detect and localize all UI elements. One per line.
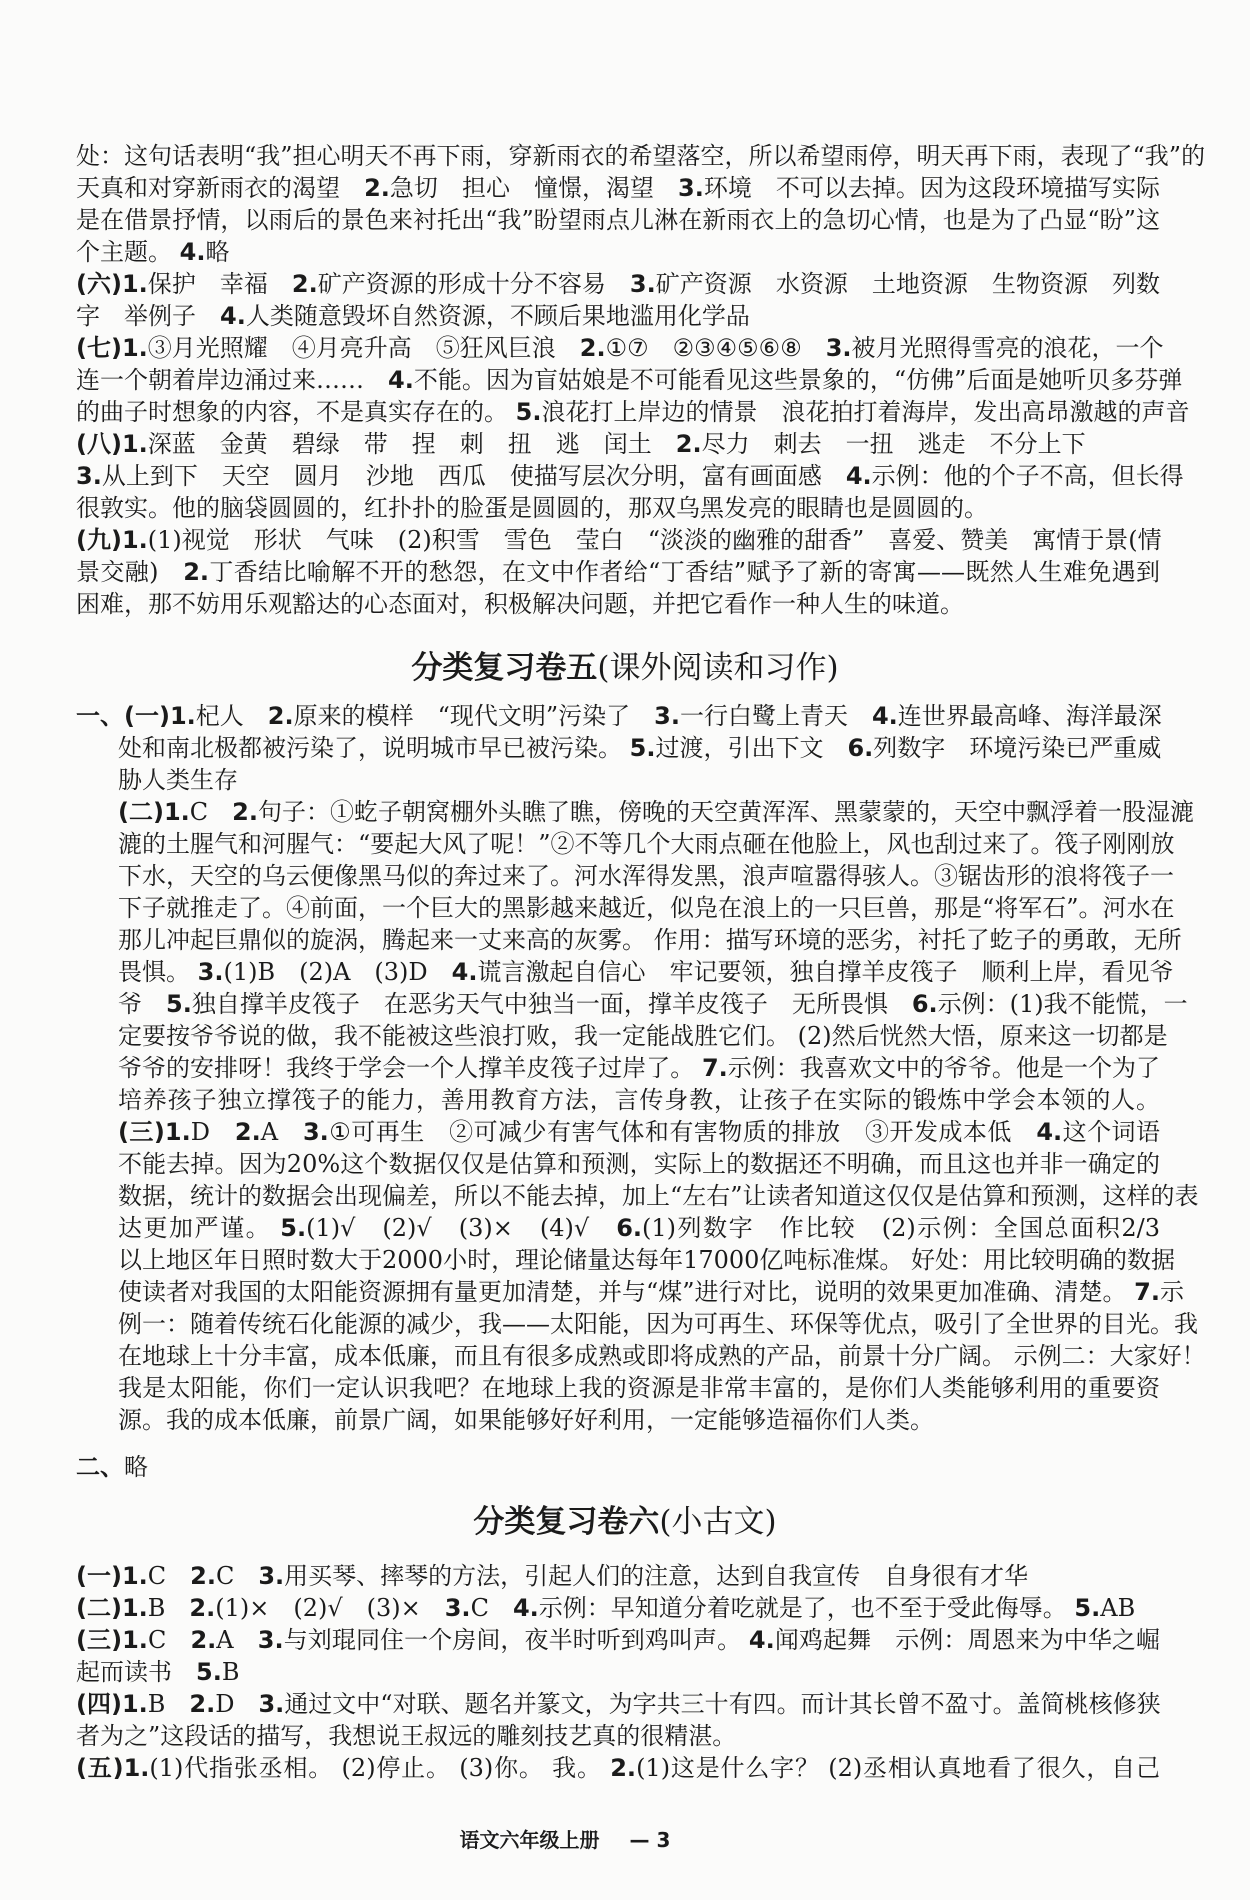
answers-block-2 bbox=[76, 700, 1206, 1436]
answer-line: 源。我的成本低廉，前景广阔，如果能够好好利用，一定能够造福你们人类。 bbox=[118, 1406, 934, 1434]
title-sub: (课外阅读和习作) bbox=[597, 650, 839, 686]
answer-line: 二、略 bbox=[76, 1453, 148, 1481]
answer-line: (六)1.保护 幸福 2.矿产资源的形成十分不容易 3.矿产资源 水资源 土地资源 生物资源 列数 bbox=[76, 270, 1161, 298]
answer-line: 困难，那不妨用乐观豁达的心态面对，积极解决问题，并把它看作一种人生的味道。 bbox=[76, 590, 964, 618]
answer-line: 漉的土腥气和河腥气：“要起大风了呢！”②不等几个大雨点砸在他脸上，风也刮过来了。筏子刚刚放 bbox=[118, 830, 1175, 858]
answer-line: 例一：随着传统石化能源的减少，我——太阳能，因为可再生、环保等优点，吸引了全世界的目光。我 bbox=[118, 1310, 1198, 1338]
answer-line: 起而读书 5.B bbox=[76, 1658, 240, 1686]
answer-line: 的曲子时想象的内容，不是真实存在的。 5.浪花打上岸边的情景 浪花拍打着海岸，发出高昂激越的声音 bbox=[76, 398, 1190, 426]
answer-line: 达更加严谨。 5.(1)√ (2)√ (3)× (4)√ 6.(1)列数字 作比较 (2)示例：全国总面积2/3 bbox=[118, 1214, 1160, 1242]
answer-line: (九)1.(1)视觉 形状 气味 (2)积雪 雪色 莹白 “淡淡的幽雅的甜香” 喜爱、赞美 寓情于景(情 bbox=[76, 526, 1162, 554]
page-footer bbox=[0, 1824, 1130, 1853]
answer-line: (二)1.B 2.(1)× (2)√ (3)× 3.C 4.示例：早知道分着吃就是了，也不至于受此侮辱。 5.AB bbox=[76, 1594, 1136, 1622]
answers-block-3 bbox=[76, 1560, 1160, 1784]
answer-line: 以上地区年日照时数大于2000小时，理论储量达每年17000亿吨标准煤。 好处：用比较明确的数据 bbox=[118, 1246, 1176, 1274]
answer-line: 是在借景抒情，以雨后的景色来衬托出“我”盼望雨点儿淋在新雨衣上的急切心情，也是为了凸显“盼”这 bbox=[76, 206, 1160, 234]
answer-line: 天真和对穿新雨衣的渴望 2.急切 担心 憧憬，渴望 3.环境 不可以去掉。因为这段环境描写实际 bbox=[76, 174, 1161, 202]
answer-line: 景交融) 2.丁香结比喻解不开的愁怨，在文中作者给“丁香结”赋予了新的寄寓——既然人生难免遇到 bbox=[76, 558, 1160, 586]
answer-line: 处和南北极都被污染了，说明城市早已被污染。 5.过渡，引出下文 6.列数字 环境污染已严重威 bbox=[118, 734, 1162, 762]
answer-line: 者为之”这段话的描写，我想说王叔远的雕刻技艺真的很精湛。 bbox=[76, 1722, 737, 1750]
book-title: 语文六年级上册 bbox=[459, 1828, 600, 1852]
answer-line: (二)1.C 2.句子：①虼子朝窝棚外头瞧了瞧，傍晚的天空黄浑浑、黑蒙蒙的，天空中飘浮着一股湿漉 bbox=[118, 798, 1194, 826]
answer-line: 使读者对我国的太阳能资源拥有量更加清楚，并与“煤”进行对比，说明的效果更加准确、清楚。 7.示 bbox=[118, 1278, 1184, 1306]
answer-line: 数据，统计的数据会出现偏差，所以不能去掉，加上“左右”让读者知道这仅仅是估算和预测，这样的表 bbox=[118, 1182, 1199, 1210]
answer-line: (一)1.C 2.C 3.用买琴、摔琴的方法，引起人们的注意，达到自我宣传 自身很有才华 bbox=[76, 1562, 1029, 1590]
answer-line: 爷爷的安排呀！我终于学会一个人撑羊皮筏子过岸了。 7.示例：我喜欢文中的爷爷。他是一个为了 bbox=[118, 1054, 1160, 1082]
answer-line: (五)1.(1)代指张丞相。 (2)停止。 (3)你。 我。 2.(1)这是什么字？ (2)丞相认真地看了很久，自己 bbox=[76, 1754, 1160, 1782]
answer-line: 定要按爷爷说的做，我不能被这些浪打败，我一定能战胜它们。 (2)然后恍然大悟，原来这一切都是 bbox=[118, 1022, 1168, 1050]
answer-line: (三)1.C 2.A 3.与刘琨同住一个房间，夜半时听到鸡叫声。 4.闻鸡起舞 示例：周恩来为中华之崛 bbox=[76, 1626, 1161, 1654]
title-sub: (小古文) bbox=[659, 1504, 777, 1540]
answer-line: 3.从上到下 天空 圆月 沙地 西瓜 使描写层次分明，富有画面感 4.示例：他的个子不高，但长得 bbox=[76, 462, 1184, 490]
page-number: — 3 bbox=[629, 1828, 671, 1852]
section-title-6 bbox=[0, 1502, 1250, 1542]
section-2-answer bbox=[76, 1451, 1160, 1483]
answer-line: (四)1.B 2.D 3.通过文中“对联、题名并篆文，为字共三十有四。而计其长曾不盈寸。盖简桃核修狭 bbox=[76, 1690, 1161, 1718]
answer-line: 培养孩子独立撑筏子的能力，善用教育方法，言传身教，让孩子在实际的锻炼中学会本领的人。 bbox=[118, 1086, 1160, 1114]
answer-line: 畏惧。 3.(1)B (2)A (3)D 4.谎言激起自信心 牢记要领，独自撑羊皮筏子 顺利上岸，看见爷 bbox=[118, 958, 1174, 986]
answer-line: 处：这句话表明“我”担心明天不再下雨，穿新雨衣的希望落空，所以希望雨停，明天再下雨，表现了“我”的 bbox=[76, 142, 1206, 170]
answer-line: 个主题。 4.略 bbox=[76, 238, 230, 266]
answers-block-1 bbox=[76, 140, 1206, 620]
answer-line: 一、(一)1.杞人 2.原来的模样 “现代文明”污染了 3.一行白鹭上青天 4.连世界最高峰、海洋最深 bbox=[76, 702, 1162, 730]
answer-line: 在地球上十分丰富，成本低廉，而且有很多成熟或即将成熟的产品，前景十分广阔。 示例二：大家好！ bbox=[118, 1342, 1206, 1370]
section-title-5 bbox=[0, 648, 1250, 688]
title-main: 分类复习卷六 bbox=[473, 1504, 660, 1540]
answer-line: 不能去掉。因为20%这个数据仅仅是估算和预测，实际上的数据还不明确，而且这也并非一确定的 bbox=[118, 1150, 1160, 1178]
title-main: 分类复习卷五 bbox=[411, 650, 598, 686]
answer-line: 很敦实。他的脑袋圆圆的，红扑扑的脸蛋是圆圆的，那双乌黑发亮的眼睛也是圆圆的。 bbox=[76, 494, 988, 522]
answer-line: 那儿冲起巨鼎似的旋涡，腾起来一丈来高的灰雾。 作用：描写环境的恶劣，衬托了虼子的勇敢，无所 bbox=[118, 926, 1182, 954]
answer-line: (三)1.D 2.A 3.①可再生 ②可减少有害气体和有害物质的排放 ③开发成本低 4.这个词语 bbox=[118, 1118, 1161, 1146]
answer-line: 下水，天空的乌云便像黑马似的奔过来了。河水浑得发黑，浪声喧嚣得骇人。③锯齿形的浪将筏子一 bbox=[118, 862, 1174, 890]
answer-line: 我是太阳能，你们一定认识我吧？在地球上我的资源是非常丰富的，是你们人类能够利用的重要资 bbox=[118, 1374, 1160, 1402]
answer-line: (七)1.③月光照耀 ④月亮升高 ⑤狂风巨浪 2.①⑦ ②③④⑤⑥⑧ 3.被月光照得雪亮的浪花，一个 bbox=[76, 334, 1164, 362]
answer-line: (八)1.深蓝 金黄 碧绿 带 捏 刺 扭 逃 闰土 2.尽力 刺去 一扭 逃走 不分上下 bbox=[76, 430, 1086, 458]
answer-line: 连一个朝着岸边涌过来…… 4.不能。因为盲姑娘是不可能看见这些景象的，“仿佛”后面是她听贝多芬弹 bbox=[76, 366, 1183, 394]
answer-line: 下子就推走了。④前面，一个巨大的黑影越来越近，似凫在浪上的一只巨兽，那是“将军石”。河水在 bbox=[118, 894, 1175, 922]
answer-line: 爷 5.独自撑羊皮筏子 在恶劣天气中独当一面，撑羊皮筏子 无所畏惧 6.示例：(1)我不能慌，一 bbox=[118, 990, 1188, 1018]
answer-line: 胁人类生存 bbox=[118, 766, 238, 794]
answer-line: 字 举例子 4.人类随意毁坏自然资源，不顾后果地滥用化学品 bbox=[76, 302, 750, 330]
